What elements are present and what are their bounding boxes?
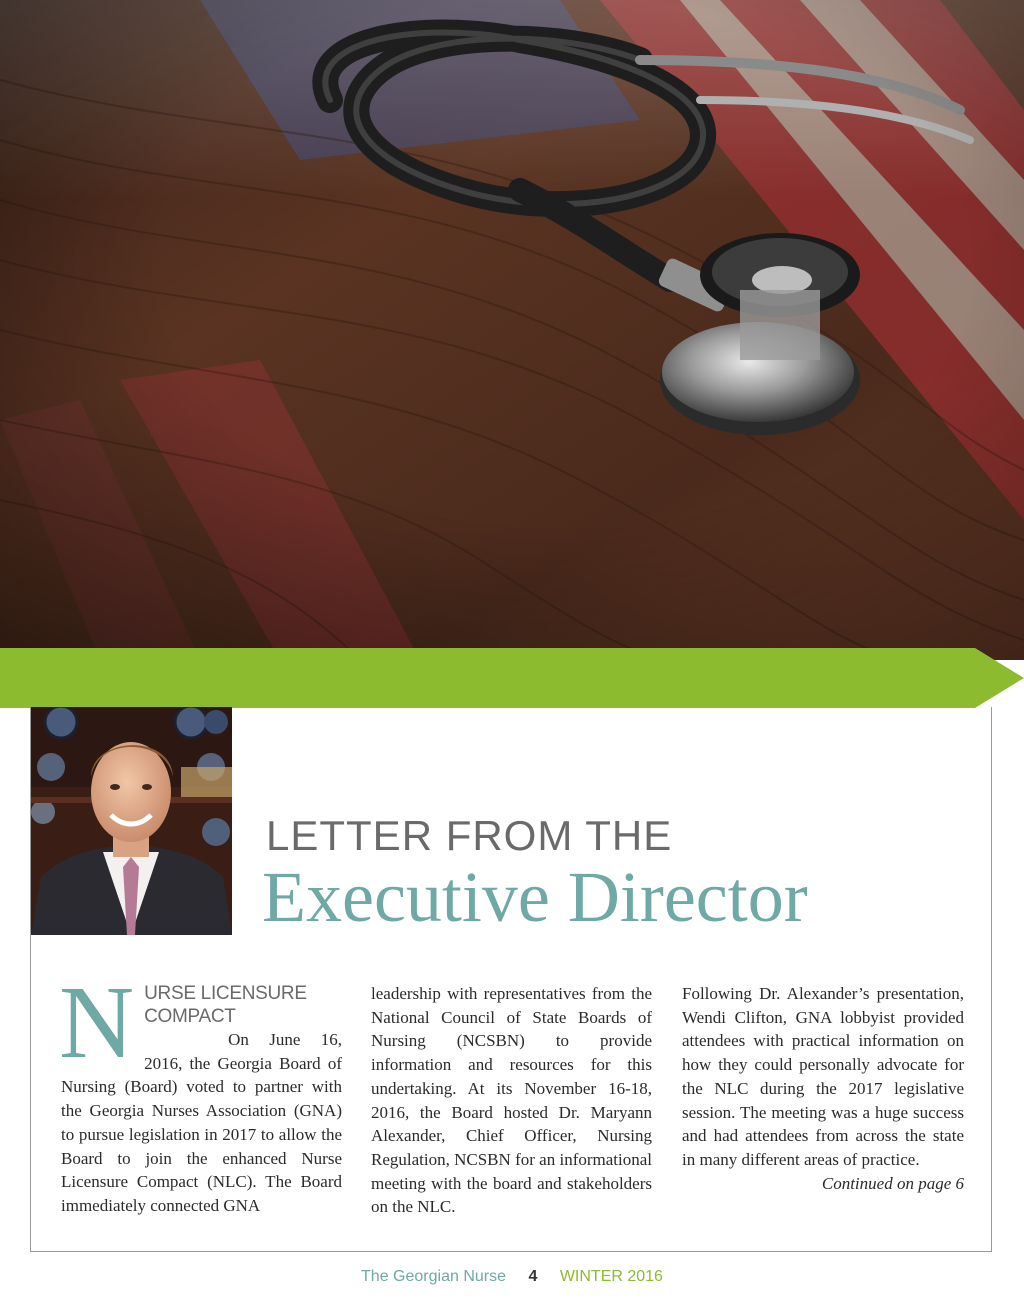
- section-title-line2: COMPACT: [144, 1006, 236, 1027]
- article-text-col1: On June 16, 2016, the Georgia Board of Nursing (Board) voted to partner with the Georgia Nurses Association (GNA) to pursue legislation in 2017 to allow the Board to join the enhanced Nurse Licensure Compact (NLC). The Board immediately connected GNA: [61, 1030, 342, 1215]
- drop-cap: N: [59, 965, 135, 1080]
- page-footer: [0, 1268, 1024, 1286]
- article-column-2: [371, 982, 652, 1219]
- article-column-1: [59, 965, 342, 1218]
- publication-name: The Georgian Nurse: [361, 1268, 506, 1285]
- article-column-3: [682, 982, 964, 1195]
- page-title: Executive Director: [262, 857, 808, 937]
- section-title-line1: URSE LICENSURE: [144, 983, 307, 1004]
- article-text-col3: Following Dr. Alexander’s presentation, Wendi Clifton, GNA lobbyist provided attendees with practical information on how they could personally advocate for the NLC during the 2017 legislative session. The meeting was a huge success and had attendees from across the state in many different areas of practice.: [682, 984, 964, 1169]
- heading-kicker: LETTER FROM THE: [266, 812, 673, 859]
- author-portrait: [31, 707, 232, 935]
- page-number: 4: [528, 1268, 538, 1285]
- green-banner: [0, 648, 1024, 708]
- issue-label: WINTER 2016: [559, 1268, 663, 1285]
- article-text-col2: leadership with representatives from the National Council of State Boards of Nursing (NCSBN) to provide information and resources for this undertaking. At its November 16-18, 2016, the Board hosted Dr. Maryann Alexander, Chief Officer, Nursing Regulation, NCSBN for an informational meeting with the board and stakeholders on the NLC.: [371, 984, 652, 1217]
- continued-link[interactable]: Continued on page 6: [821, 1173, 964, 1193]
